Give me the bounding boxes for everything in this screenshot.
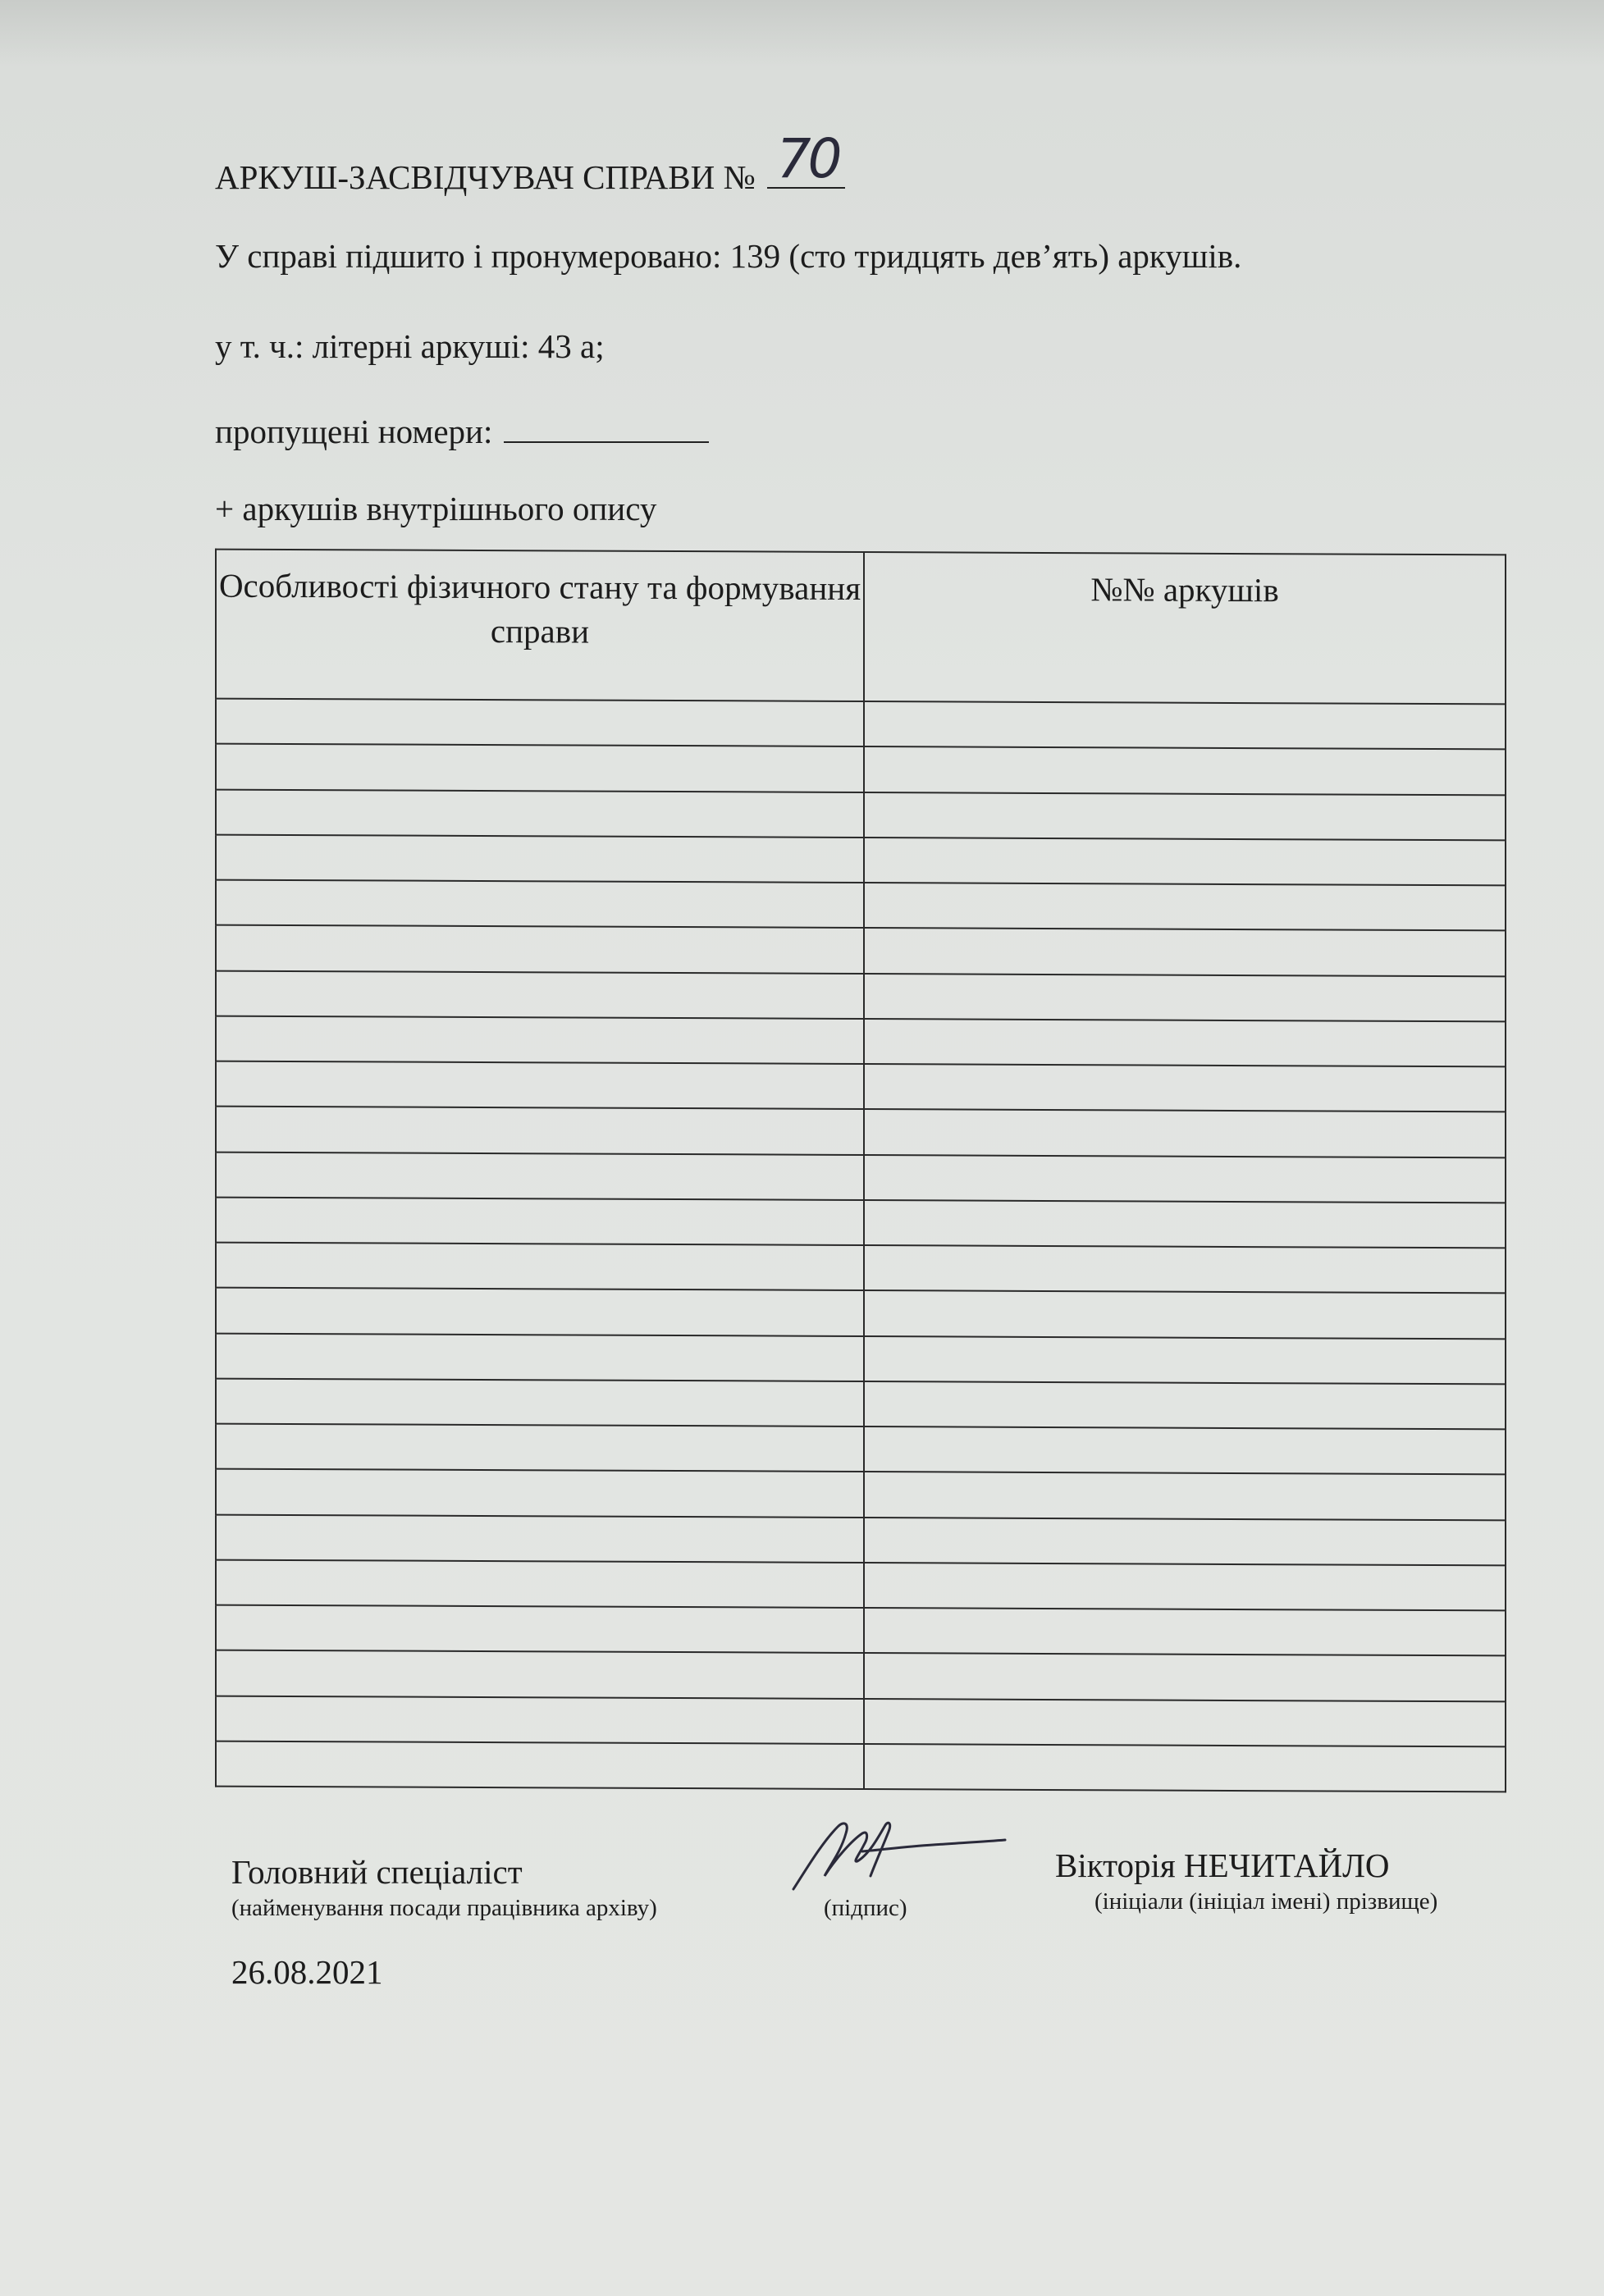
table-row [216, 744, 1506, 795]
table-row [216, 1559, 1506, 1610]
cell-feature [216, 1061, 864, 1110]
cell-feature [216, 925, 864, 974]
cell-feature [216, 1469, 864, 1518]
handwritten-signature [784, 1809, 1021, 1903]
table-row [216, 1197, 1506, 1248]
cell-feature [216, 1605, 864, 1654]
cell-sheet-numbers [864, 1155, 1506, 1203]
table-row [216, 1107, 1506, 1157]
table-row [216, 1016, 1506, 1066]
table-row [216, 1243, 1506, 1294]
table-row [216, 1650, 1506, 1701]
cell-feature [216, 834, 864, 883]
letter-sheets-line: у т. ч.: літерні аркуші: 43 а; [215, 327, 605, 365]
cell-feature [216, 1514, 864, 1563]
cell-feature [216, 970, 864, 1019]
cell-feature [216, 880, 864, 929]
cell-feature [216, 1650, 864, 1699]
table-row [216, 1469, 1506, 1520]
table-row [216, 925, 1506, 976]
cell-feature [216, 1243, 864, 1291]
cell-sheet-numbers [864, 1608, 1506, 1656]
cell-sheet-numbers [864, 838, 1506, 886]
cell-sheet-numbers [864, 1653, 1506, 1701]
cell-sheet-numbers [864, 1381, 1506, 1430]
table-row [216, 699, 1506, 750]
cell-sheet-numbers [864, 746, 1506, 795]
table-row [216, 1514, 1506, 1565]
position-caption: (найменування посади працівника архіву) [231, 1895, 657, 1921]
missing-numbers-line [215, 412, 709, 451]
paper-fold-shadow [0, 0, 1604, 66]
table-row [216, 1152, 1506, 1203]
table-row [216, 789, 1506, 840]
cell-sheet-numbers [864, 1744, 1506, 1792]
table-row [216, 1741, 1506, 1792]
cell-feature [216, 1152, 864, 1200]
cell-feature [216, 1288, 864, 1336]
cell-feature [216, 1197, 864, 1245]
cell-feature [216, 1424, 864, 1472]
table-row [216, 970, 1506, 1021]
document-date: 26.08.2021 [231, 1953, 383, 1991]
cell-sheet-numbers [864, 701, 1506, 750]
table-row [216, 1378, 1506, 1429]
cell-feature [216, 1107, 864, 1155]
cell-feature [216, 1016, 864, 1064]
cell-sheet-numbers [864, 974, 1506, 1022]
cell-sheet-numbers [864, 928, 1506, 976]
table-body [216, 699, 1506, 1792]
table-row [216, 880, 1506, 931]
cell-feature [216, 699, 864, 747]
name-caption: (ініціали (ініціал імені) прізвище) [1094, 1888, 1438, 1915]
cell-sheet-numbers [864, 1472, 1506, 1520]
document-title [215, 127, 845, 197]
table-row [216, 1061, 1506, 1112]
case-number-field [767, 127, 845, 190]
cell-sheet-numbers [864, 1336, 1506, 1385]
cell-sheet-numbers [864, 1518, 1506, 1566]
cell-sheet-numbers [864, 1699, 1506, 1747]
cell-feature [216, 1559, 864, 1608]
sheets-count-line: У справі підшито і пронумеровано: 139 (сто тридцять дев’ять) аркушів. [215, 237, 1242, 275]
table-row [216, 1333, 1506, 1384]
cell-sheet-numbers [864, 792, 1506, 841]
internal-inventory-line: + аркушів внутрішнього опису [215, 490, 657, 527]
cell-feature [216, 1378, 864, 1426]
cell-sheet-numbers [864, 1426, 1506, 1475]
table-row [216, 1288, 1506, 1339]
cell-sheet-numbers [864, 1563, 1506, 1611]
position-title: Головний спеціаліст [231, 1853, 523, 1891]
table-row [216, 1424, 1506, 1475]
signature-caption: (підпис) [824, 1895, 907, 1921]
missing-numbers-label: пропущені номери: [215, 413, 493, 450]
column-header-sheet-numbers: №№ аркушів [864, 552, 1506, 704]
physical-state-table [215, 549, 1506, 1793]
cell-feature [216, 1741, 864, 1789]
table-header-row [216, 550, 1506, 705]
cell-sheet-numbers [864, 1064, 1506, 1112]
table-row [216, 1696, 1506, 1746]
cell-sheet-numbers [864, 1200, 1506, 1248]
table-row [216, 834, 1506, 885]
column-header-features: Особливості фізичного стану та формування справи [216, 550, 864, 701]
cell-sheet-numbers [864, 1290, 1506, 1339]
case-number-handwritten: 70 [776, 127, 839, 190]
cell-feature [216, 1696, 864, 1744]
cell-sheet-numbers [864, 1245, 1506, 1294]
cell-feature [216, 789, 864, 838]
title-text: АРКУШ-ЗАСВІДЧУВАЧ СПРАВИ № [215, 158, 756, 196]
cell-feature [216, 1333, 864, 1381]
cell-feature [216, 744, 864, 792]
missing-numbers-blank [504, 415, 709, 443]
cell-sheet-numbers [864, 1019, 1506, 1067]
employee-name: Вікторія НЕЧИТАЙЛО [1055, 1846, 1390, 1884]
table-row [216, 1605, 1506, 1656]
cell-sheet-numbers [864, 1109, 1506, 1157]
cell-sheet-numbers [864, 883, 1506, 931]
